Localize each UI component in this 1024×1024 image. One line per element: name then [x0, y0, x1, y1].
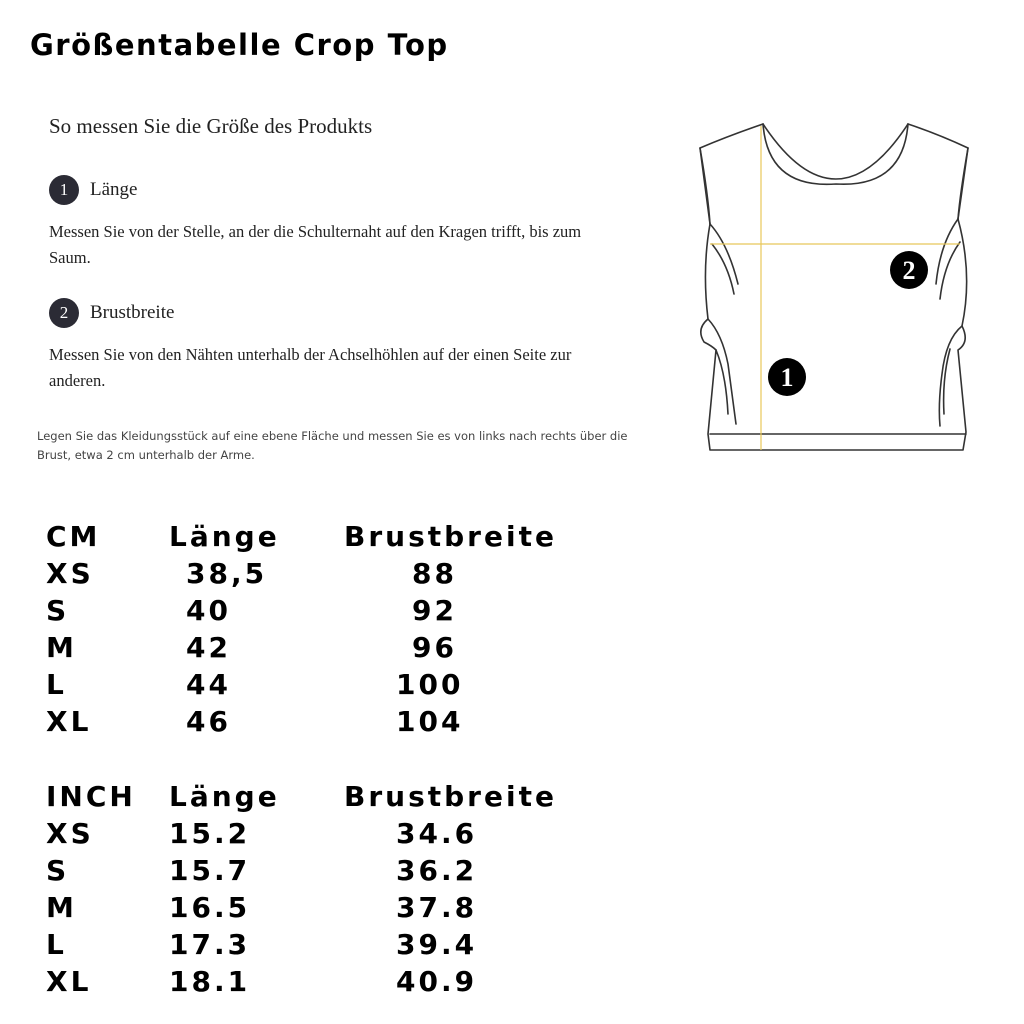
- length-cell: 42: [186, 631, 231, 664]
- chest-width-cell: 36.2: [396, 854, 478, 887]
- length-cell: 17.3: [169, 928, 251, 961]
- length-cell: 16.5: [169, 891, 251, 924]
- marker-1-label: 1: [780, 363, 794, 392]
- step-chest-width: [49, 298, 174, 328]
- length-cell: 15.7: [169, 854, 251, 887]
- length-cell: 15.2: [169, 817, 251, 850]
- chest-width-header: Brustbreite: [344, 780, 557, 813]
- size-cell: S: [46, 594, 70, 627]
- length-cell: 18.1: [169, 965, 251, 998]
- step-description: Messen Sie von der Stelle, an der die Schulternaht auf den Kragen trifft, bis zum Saum.: [49, 222, 582, 267]
- length-cell: 46: [186, 705, 231, 738]
- step-length: [49, 175, 137, 205]
- size-cell: XS: [46, 557, 94, 590]
- unit-header: CM: [46, 520, 101, 553]
- length-header: Länge: [169, 780, 280, 813]
- length-header: Länge: [169, 520, 280, 553]
- measurement-note: Legen Sie das Kleidungsstück auf eine ebene Fläche und messen Sie es von links nach rechts über die Brust, etwa 2 cm unterhalb der Arme.: [37, 429, 628, 462]
- step-number-badge: 2: [49, 298, 79, 328]
- size-cell: M: [46, 891, 77, 924]
- size-cell: XL: [46, 965, 92, 998]
- howto-heading: So messen Sie die Größe des Produkts: [49, 114, 373, 138]
- chest-width-cell: 92: [412, 594, 457, 627]
- crop-top-illustration: [688, 114, 988, 469]
- marker-2-label: 2: [902, 256, 916, 285]
- length-cell: 40: [186, 594, 231, 627]
- step-label: Länge: [90, 179, 138, 200]
- size-cell: L: [46, 668, 67, 701]
- length-cell: 44: [186, 668, 231, 701]
- chest-width-cell: 40.9: [396, 965, 478, 998]
- size-cell: L: [46, 928, 67, 961]
- chest-width-cell: 100: [396, 668, 464, 701]
- unit-header: INCH: [46, 780, 136, 813]
- step-label: Brustbreite: [90, 302, 175, 323]
- size-cell: S: [46, 854, 70, 887]
- chest-width-cell: 37.8: [396, 891, 478, 924]
- length-cell: 38,5: [186, 557, 268, 590]
- chest-width-cell: 96: [412, 631, 457, 664]
- chest-width-cell: 34.6: [396, 817, 478, 850]
- step-number-badge: 1: [49, 175, 79, 205]
- chest-width-header: Brustbreite: [344, 520, 557, 553]
- size-cell: M: [46, 631, 77, 664]
- chest-width-cell: 88: [412, 557, 457, 590]
- page-title: Größentabelle Crop Top: [30, 28, 449, 62]
- step-description: Messen Sie von den Nähten unterhalb der Achselhöhlen auf der einen Seite zur anderen.: [49, 345, 572, 390]
- chest-width-cell: 104: [396, 705, 464, 738]
- size-cell: XL: [46, 705, 92, 738]
- chest-width-cell: 39.4: [396, 928, 478, 961]
- size-cell: XS: [46, 817, 94, 850]
